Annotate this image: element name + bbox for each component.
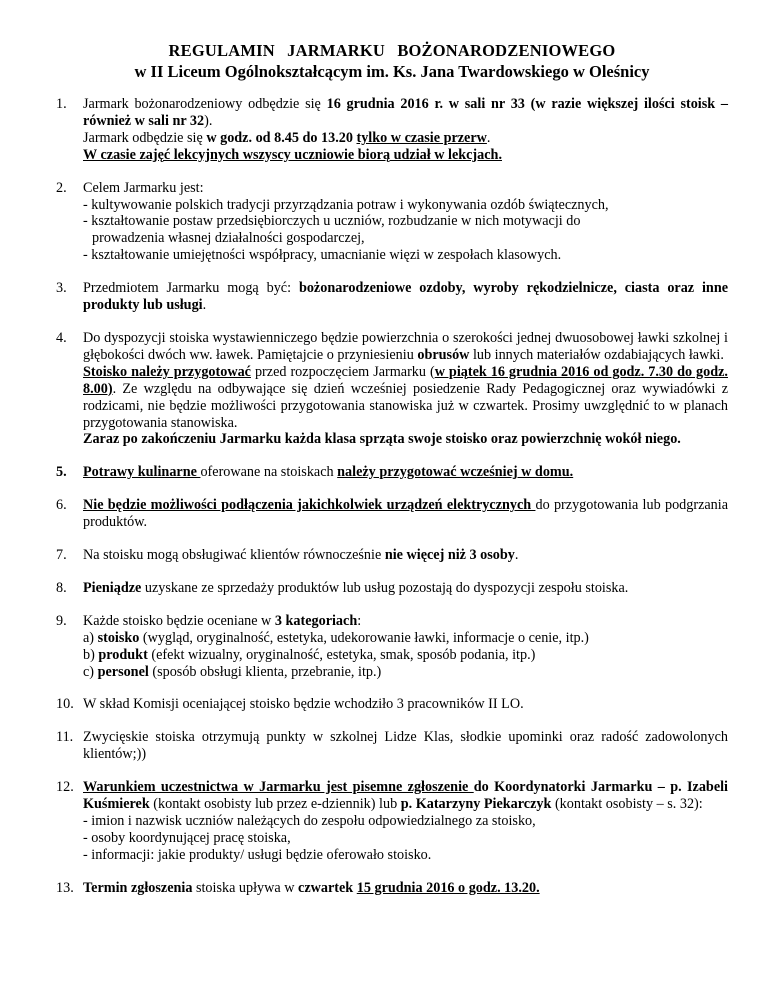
rule-number: 9. [56,612,67,629]
rule-text: : [357,612,362,629]
rule-line: - kultywowanie polskich tradycji przyrządzania potraw i wykonywania ozdób świątecznych, [83,196,609,213]
rule-line: - osoby koordynującej pracę stoiska, [83,829,291,846]
rule-text-bold: w godz. od 8.45 do 13.20 [206,129,357,146]
rule-text-bold: stoisko [97,629,140,646]
rule-text: Przedmiotem Jarmarku mogą być: [83,280,299,297]
title-line-1: REGULAMIN JARMARKU BOŻONARODZENIOWEGO [168,41,616,60]
rule-text: c) [83,663,98,680]
rule-text: Na stoisku mogą obsługiwać klientów równocześnie [83,547,385,564]
rule-text-bold: Pieniądze [83,579,142,596]
rule-2 [56,180,728,265]
rule-text-bold: do Koordynatorki Jarmarku – p. Izabeli Kuśmierek [83,779,728,813]
rule-text: b) [83,646,99,663]
rule-text: do przygotowania lub podgrzania produktów. [83,497,728,531]
rule-line: - kształtowanie postaw przedsiębiorczych u uczniów, rozbudzanie w nich motywacji do [83,213,581,230]
rule-line: prowadzenia własnej działalności gospodarczej, [92,230,365,247]
rule-text-bold: 3 kategoriach [274,612,358,629]
rule-text-bold-underline: W czasie zajęć lekcyjnych wszyscy uczniowie biorą udział w lekcjach. [83,146,502,163]
rule-text: Do dyspozycji stoiska wystawienniczego będzie powierzchnia o szerokości jednej dwuosobowej ławki szkolnej i głębokości dwóch ww. ławek. Pamiętajcie o przyniesieniu [83,329,728,363]
rule-text-bold-underline: Nie będzie możliwości podłączenia jakichkolwiek urządzeń elektrycznych [83,497,536,514]
rule-6 [56,497,728,531]
rule-3 [56,280,728,314]
rule-text-bold: produkt [98,646,148,663]
rule-text-bold: czwartek [298,879,357,896]
rule-number: 13. [56,879,74,896]
rule-number: 7. [56,547,67,564]
rule-number: 2. [56,179,67,196]
rule-5 [56,464,728,481]
rule-text-bold-underline: 15 grudnia 2016 o godz. 13.20. [356,879,540,896]
rule-text-bold: p. Katarzyny Piekarczyk [400,796,552,813]
rule-text-bold-underline: Stoisko należy przygotować [83,363,251,380]
rule-text-bold: Termin zgłoszenia [83,879,193,896]
rule-8 [56,580,728,597]
category-stoisko [83,630,728,647]
rule-text: uzyskane ze sprzedaży produktów lub usług pozostają do dyspozycji zespołu stoiska. [141,579,629,596]
rules-list [56,96,728,897]
rule-12 [56,779,728,864]
title-line-2: w II Liceum Ogólnokształcącym im. Ks. Jana Twardowskiego w Oleśnicy [134,62,650,81]
rule-text: przed rozpoczęciem Jarmarku ( [250,363,435,380]
rule-number: 6. [56,497,67,514]
rule-line: - imion i nazwisk uczniów należących do zespołu odpowiedzialnego za stoisko, [83,813,536,829]
rule-text: (efekt wizualny, oryginalność, estetyka, smak, sposób podania, itp.) [147,646,536,663]
rule-10 [56,696,728,713]
rule-number: 11. [56,729,74,746]
rule-number: 4. [56,329,67,346]
rule-text: . [202,297,207,314]
rule-text-bold: bożonarodzeniowe ozdoby, wyroby rękodzielnicze, ciasta oraz inne produkty lub usługi [83,280,729,314]
rule-text-bold-underline: tylko w czasie przerw [356,129,487,146]
category-personel [83,664,728,681]
category-produkt [83,647,728,664]
rule-text: oferowane na stoiskach [200,464,338,481]
rule-text: (wygląd, oryginalność, estetyka, udekorowanie ławki, informacje o cenie, itp.) [139,629,589,646]
rule-text-bold-underline: należy przygotować wcześniej w domu. [337,464,574,481]
rule-text-bold: personel [97,663,149,680]
rule-line: - informacji: jakie produkty/ usługi będzie oferowało stoisko. [83,846,432,863]
rule-13 [56,880,728,897]
rule-1 [56,96,728,164]
rule-paragraph [83,364,728,432]
rule-line [83,130,728,147]
rule-text: stoiska upływa w [192,879,299,896]
rule-text-bold-underline: w piątek 16 grudnia 2016 od godz. 7.30 do godz. 8.00) [83,363,728,397]
rule-9 [56,613,728,681]
rule-number: 5. [56,464,67,481]
rule-text: Jarmark bożonarodzeniowy odbędzie się [83,96,327,112]
rule-number: 1. [56,96,67,112]
rule-7 [56,547,728,564]
rule-number: 8. [56,579,67,596]
rule-text: (sposób obsługi klienta, przebranie, itp.) [148,663,382,680]
rule-text: . [514,547,519,564]
rule-text: ). [204,112,213,129]
rule-line: Celem Jarmarku jest: [83,179,204,196]
rule-text: . Ze względu na odbywające się dzień wcześniej posiedzenie Rady Pedagogicznej oraz wywiadówki z rodzicami, nie będzie możliwości przygotowania stanowiska już w czwartek. Prosimy uwzględnić to w planach przygotowania stanowiska. [83,380,728,431]
rule-text-bold-underline: Potrawy kulinarne [83,464,201,481]
document-title [56,40,728,82]
rule-number: 10. [56,696,74,713]
rule-text-bold: nie więcej niż 3 osoby [384,547,515,564]
rule-text-bold: obrusów [417,346,470,363]
rule-text: (kontakt osobisty – s. 32): [551,796,703,813]
rule-text: a) [83,629,98,646]
rule-text-bold: Zaraz po zakończeniu Jarmarku każda klasa sprząta swoje stoisko oraz powierzchnię wokół niego. [83,431,681,448]
rule-text: Zwycięskie stoiska otrzymują punkty w szkolnej Lidze Klas, słodkie upominki oraz radość zadowolonych klientów;)) [83,729,728,763]
rule-number: 12. [56,779,74,796]
rule-text-bold: 16 grudnia 2016 r. w sali nr 33 (w razie większej ilości stoisk – również w sali nr 32 [83,96,728,129]
rule-text: Jarmark odbędzie się [83,129,207,146]
rule-4 [56,330,728,448]
rule-text-bold-underline: Warunkiem uczestnictwa w Jarmarku jest pisemne zgłoszenie [83,779,474,796]
rule-11 [56,729,728,763]
rule-text: W skład Komisji oceniającej stoisko będzie wchodziło 3 pracowników II LO. [83,696,524,713]
rule-line [83,613,728,630]
rule-text: lub innych materiałów ozdabiających ławki. [469,346,724,363]
rule-line: - kształtowanie umiejętności współpracy, umacnianie więzi w zespołach klasowych. [83,247,562,264]
rule-text: . [486,129,491,146]
rule-text: (kontakt osobisty lub przez e-dziennik) lub [149,796,401,813]
rule-number: 3. [56,280,67,297]
rule-text: Każde stoisko będzie oceniane w [83,612,275,629]
